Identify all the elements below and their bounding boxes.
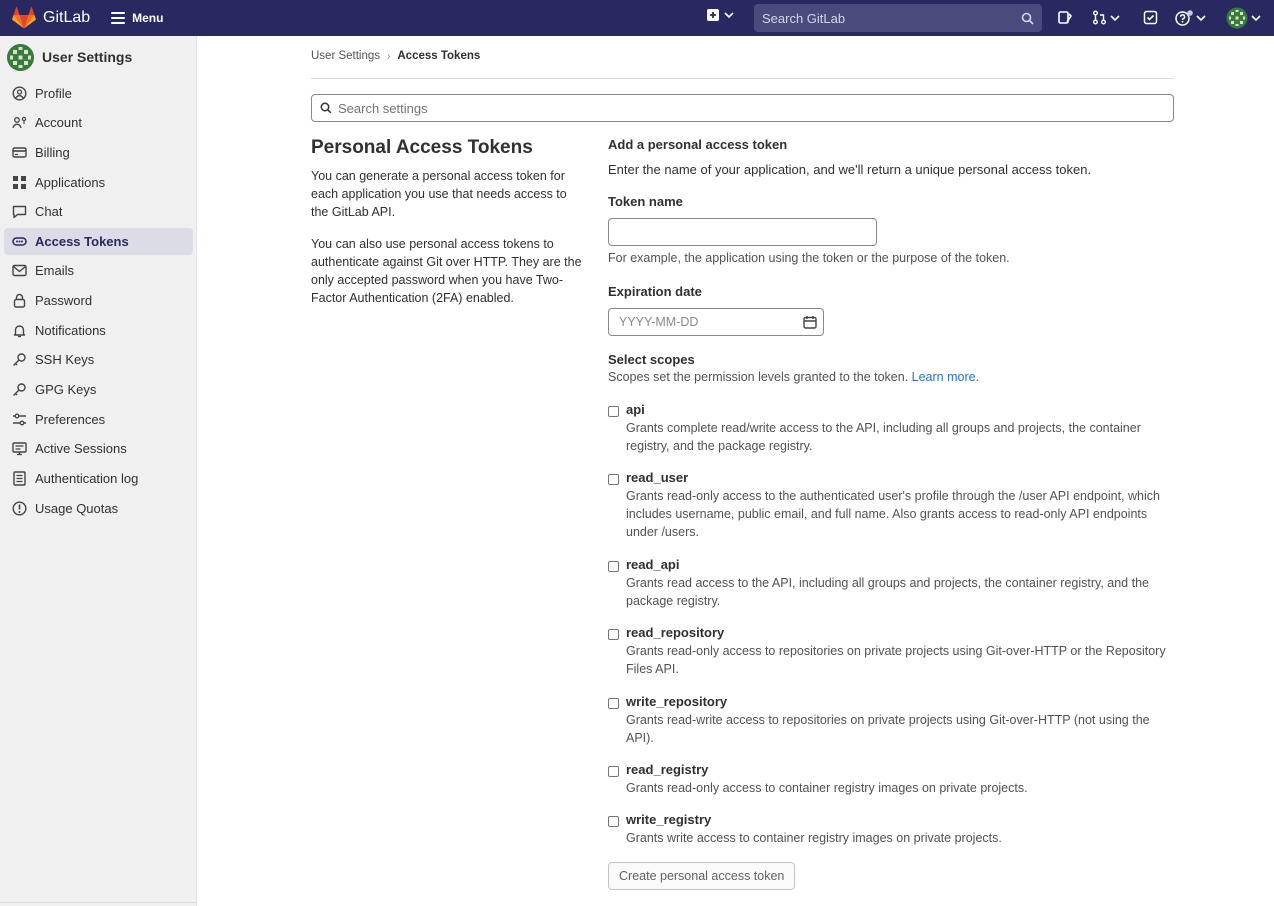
scopes-help-text: Scopes set the permission levels granted to the token. [608, 370, 909, 384]
sidebar-title: User Settings [42, 49, 133, 65]
scope-option [608, 556, 1174, 610]
scope-checkbox-read-user[interactable] [608, 474, 619, 485]
sidebar-item-preferences[interactable] [4, 406, 193, 433]
sidebar-item-chat[interactable] [4, 198, 193, 225]
scope-option [608, 469, 1174, 541]
preferences-icon [12, 412, 27, 427]
scope-description: Grants write access to container registry images on private projects. [626, 831, 1002, 845]
account-icon [12, 115, 27, 130]
global-search-input[interactable] [754, 4, 1042, 32]
scope-name: write_registry [626, 812, 712, 827]
scopes-help [608, 370, 979, 384]
sidebar-item-label: Emails [35, 263, 75, 278]
sidebar-item-label: Preferences [35, 412, 106, 427]
gitlab-logo[interactable] [12, 7, 90, 29]
gitlab-tanuki-icon [12, 7, 36, 29]
scope-name: read_api [626, 557, 680, 572]
sidebar-item-label: Account [35, 115, 82, 130]
scope-checkbox-read-registry[interactable] [608, 766, 619, 777]
learn-more-link[interactable]: Learn more. [911, 370, 980, 384]
merge-requests-nav-button[interactable] [1092, 10, 1120, 25]
sidebar-item-label: Access Tokens [35, 234, 129, 249]
sidebar-item-label: Active Sessions [35, 441, 127, 456]
sidebar-item-label: Billing [35, 145, 70, 160]
token-name-input[interactable] [608, 218, 877, 246]
sidebar-item-label: Password [35, 293, 93, 308]
global-search-placeholder: Search GitLab [762, 10, 846, 26]
intro-paragraph: You can also use personal access tokens to authenticate against Git over HTTP. They are the only accepted password when you have Two-Factor Authentication (2FA) enabled. [311, 237, 582, 305]
scope-option [608, 624, 1174, 678]
chevron-down-icon [724, 11, 734, 19]
top-navbar [0, 0, 1274, 36]
scope-name: write_repository [626, 694, 728, 709]
help-nav-button[interactable] [1175, 10, 1206, 26]
intro-section [311, 137, 583, 321]
scope-option [608, 761, 1174, 797]
sidebar-item-label: Usage Quotas [35, 501, 119, 516]
sidebar-divider [0, 902, 197, 903]
scope-name: read_registry [626, 762, 709, 777]
sidebar-item-label: SSH Keys [35, 352, 95, 367]
scope-description: Grants read access to the API, including all groups and projects, the container registry, and the package registry. [626, 576, 1149, 608]
form-title: Add a personal access token [608, 137, 788, 152]
sidebar-item-password[interactable] [4, 287, 193, 314]
sidebar-item-profile[interactable] [4, 80, 193, 107]
scope-checkbox-read-api[interactable] [608, 561, 619, 572]
expiration-date-input[interactable] [608, 308, 824, 336]
merge-request-icon [1092, 10, 1107, 25]
menu-button[interactable] [111, 11, 163, 25]
sidebar-item-account[interactable] [4, 109, 193, 136]
bell-icon [12, 323, 27, 338]
scope-checkbox-write-repository[interactable] [608, 698, 619, 709]
chevron-right-icon: › [387, 50, 391, 62]
scope-description: Grants read-only access to repositories on private projects using Git-over-HTTP or the Repository Files API. [626, 644, 1166, 676]
issues-icon [1057, 10, 1072, 25]
expiration-date-label: Expiration date [608, 284, 702, 299]
quota-icon [12, 501, 27, 516]
page-title: Personal Access Tokens [311, 137, 533, 158]
user-avatar-icon [1226, 7, 1248, 29]
sidebar-item-gpg-keys[interactable] [4, 376, 193, 403]
chevron-down-icon [1251, 14, 1261, 22]
sidebar-item-label: Chat [35, 204, 63, 219]
profile-icon [12, 86, 27, 101]
mail-icon [12, 263, 27, 278]
scope-name: read_user [626, 470, 689, 485]
chevron-down-icon [1196, 14, 1206, 22]
lock-icon [12, 293, 27, 308]
search-settings-placeholder: Search settings [338, 100, 428, 116]
scope-option [608, 811, 1174, 847]
sidebar-item-billing[interactable] [4, 139, 193, 166]
help-icon [1175, 10, 1193, 26]
applications-icon [12, 175, 27, 190]
create-token-button[interactable]: Create personal access token [608, 862, 795, 890]
hamburger-icon [111, 12, 125, 24]
sidebar-item-emails[interactable] [4, 257, 193, 284]
sidebar-item-notifications[interactable] [4, 317, 193, 344]
search-settings-input[interactable] [311, 94, 1174, 122]
token-name-help: For example, the application using the token or the purpose of the token. [608, 251, 1010, 265]
chevron-down-icon [1110, 14, 1120, 22]
form-description: Enter the name of your application, and we'll return a unique personal access token. [608, 162, 1092, 177]
sidebar-item-authentication-log[interactable] [4, 465, 193, 492]
scope-checkbox-write-registry[interactable] [608, 816, 619, 827]
log-icon [12, 471, 27, 486]
scope-checkbox-api[interactable] [608, 406, 619, 417]
user-identicon-icon [7, 44, 34, 71]
sidebar-item-usage-quotas[interactable] [4, 495, 193, 522]
search-icon [1021, 12, 1034, 25]
breadcrumb-parent-link[interactable]: User Settings [311, 50, 381, 62]
sidebar-item-label: Authentication log [35, 471, 139, 486]
monitor-icon [12, 441, 27, 456]
sidebar-item-applications[interactable] [4, 169, 193, 196]
todos-nav-button[interactable] [1143, 10, 1158, 25]
breadcrumb [311, 50, 480, 62]
sidebar-item-access-tokens[interactable] [4, 228, 193, 255]
search-icon [320, 102, 332, 114]
key-icon [12, 352, 27, 367]
avatar [7, 44, 34, 71]
menu-label: Menu [132, 11, 164, 25]
scope-name: api [626, 402, 645, 417]
user-menu-button[interactable] [1226, 7, 1261, 29]
scope-description: Grants read-write access to repositories on private projects using Git-over-HTTP (not using the API). [626, 713, 1150, 745]
sidebar-item-label: Profile [35, 86, 72, 101]
breadcrumb-current[interactable]: Access Tokens [397, 50, 481, 62]
sidebar-item-label: Notifications [35, 323, 106, 338]
sidebar-item-label: Applications [35, 175, 106, 190]
sidebar-item-ssh-keys[interactable] [4, 346, 193, 373]
sidebar-header[interactable] [0, 36, 196, 78]
sidebar-item-active-sessions[interactable] [4, 435, 193, 462]
scope-option [608, 401, 1174, 455]
billing-icon [12, 145, 27, 160]
scope-checkbox-read-repository[interactable] [608, 629, 619, 640]
brand-name: GitLab [43, 9, 91, 26]
chat-icon [12, 204, 27, 219]
issues-nav-button[interactable] [1057, 10, 1072, 25]
scope-option [608, 693, 1174, 747]
breadcrumb-divider [311, 78, 1174, 79]
sidebar-item-label: GPG Keys [35, 382, 97, 397]
todo-check-icon [1143, 10, 1158, 25]
select-scopes-label: Select scopes [608, 352, 695, 367]
create-new-button[interactable] [706, 8, 734, 22]
scope-description: Grants read-only access to the authenticated user's profile through the /user API endpoint, which includes username, public email, and full name. Also grants access to read-only API endpoints under /users. [626, 489, 1160, 539]
settings-sidebar [0, 36, 197, 906]
plus-square-icon [706, 8, 720, 22]
intro-paragraph: You can generate a personal access token for each application you use that needs access to the GitLab API. [311, 169, 567, 219]
token-icon [12, 234, 27, 249]
scope-description: Grants complete read/write access to the API, including all groups and projects, the container registry, and the package registry. [626, 421, 1141, 453]
token-name-label: Token name [608, 194, 683, 209]
key-icon [12, 382, 27, 397]
scope-name: read_repository [626, 625, 725, 640]
calendar-icon[interactable] [803, 315, 817, 329]
expiration-date-placeholder: YYYY-MM-DD [619, 315, 699, 329]
scope-description: Grants read-only access to container registry images on private projects. [626, 781, 1028, 795]
